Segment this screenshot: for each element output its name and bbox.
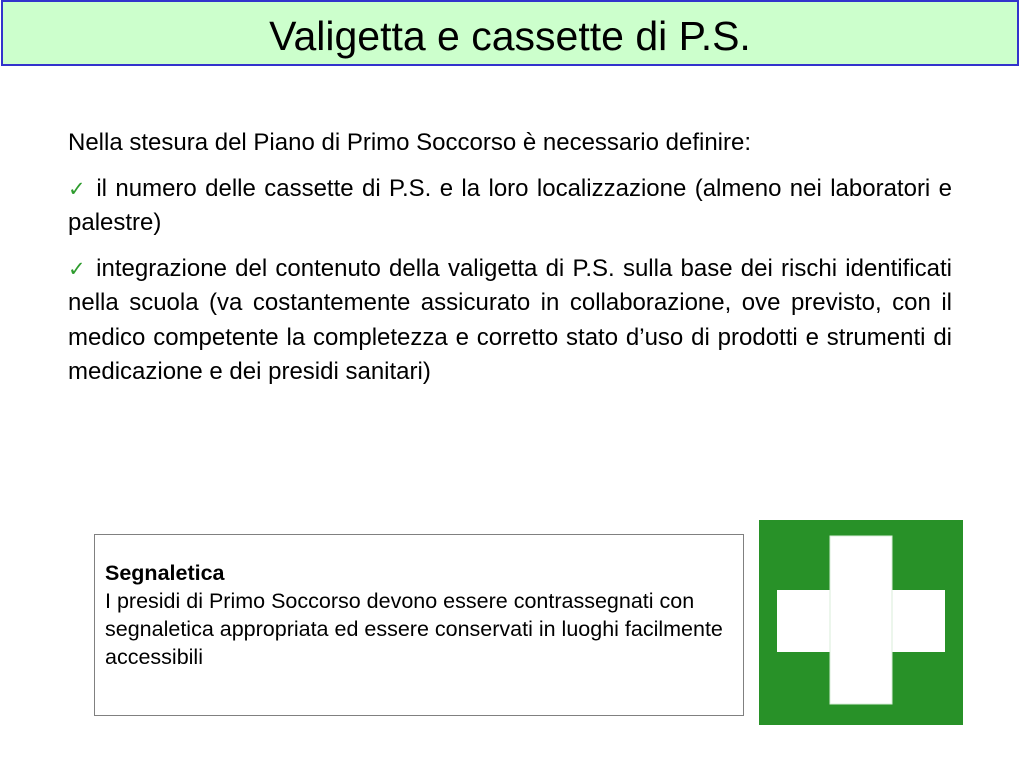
checkmark-icon: ✓ xyxy=(68,256,88,281)
bullet-text-2: integrazione del contenuto della valigetta di P.S. sulla base dei rischi identificati nella scuola (va costantemente assicurato in collaborazione, ove previsto, con il medico competente la completezza e corretto stato d’uso di prodotti e strumenti di medicazione e dei presidi sanitari) xyxy=(68,254,952,385)
info-box-text: I presidi di Primo Soccorso devono essere contrassegnati con segnaletica appropriata ed essere conservati in luoghi facilmente accessibili xyxy=(105,589,723,669)
first-aid-cross-icon xyxy=(759,520,963,725)
bullet-item-2 xyxy=(68,252,952,390)
bullet-text-1: il numero delle cassette di P.S. e la loro localizzazione (almeno nei laboratori e palestre) xyxy=(68,174,953,236)
intro-paragraph: Nella stesura del Piano di Primo Soccorso è necessario definire: xyxy=(68,129,752,156)
slide-title: Valigetta e cassette di P.S. xyxy=(269,12,751,59)
info-box-title: Segnaletica xyxy=(105,561,225,585)
bullet-item-1 xyxy=(68,172,952,241)
first-aid-sign xyxy=(759,520,963,725)
title-bar xyxy=(1,0,1019,66)
signage-info-box xyxy=(94,534,744,716)
checkmark-icon: ✓ xyxy=(68,176,88,201)
slide-body xyxy=(68,126,952,401)
